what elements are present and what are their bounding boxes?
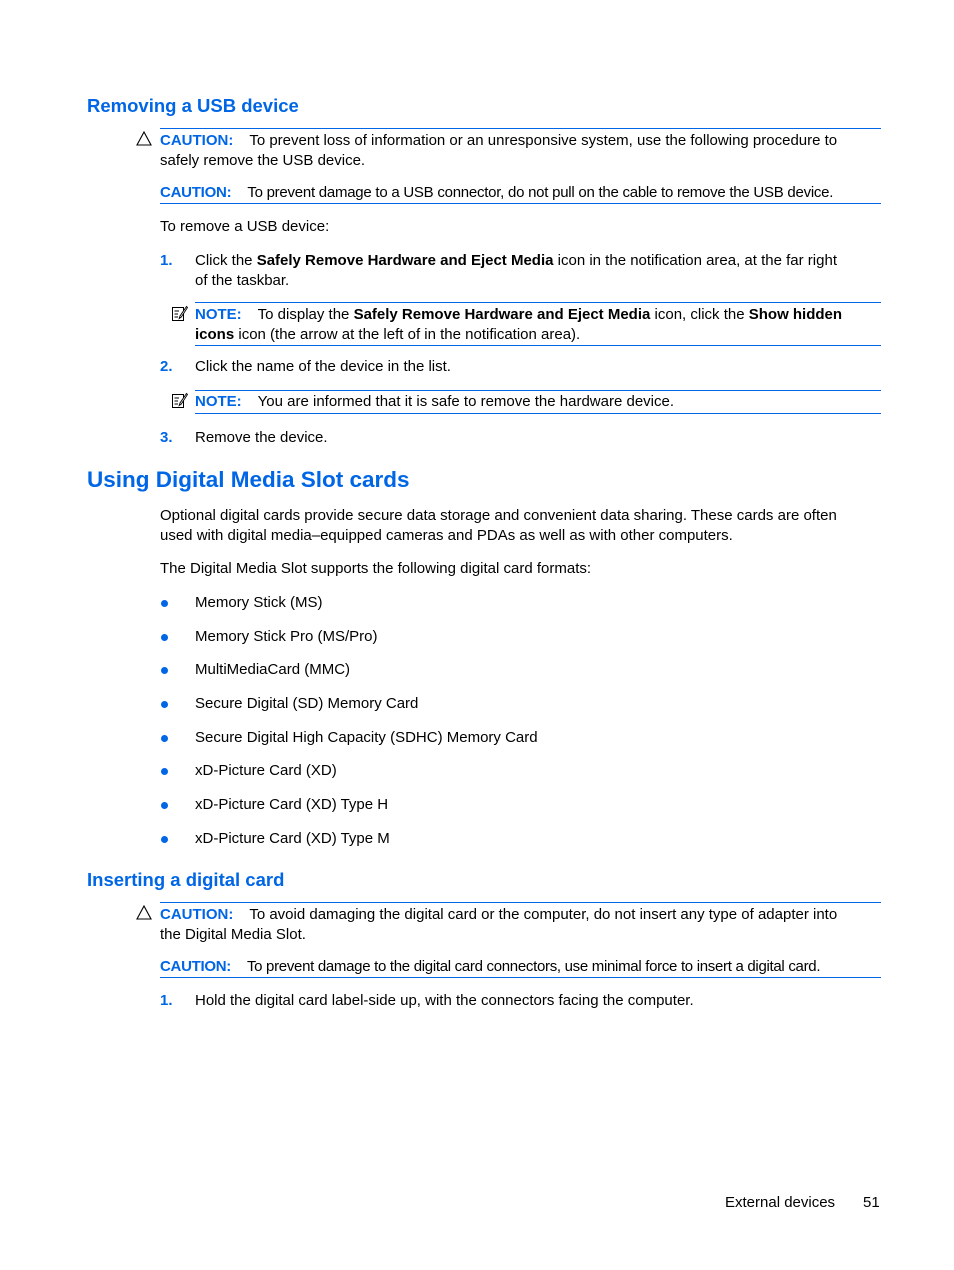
caution-box-card-2 — [160, 957, 881, 978]
paragraph-line: Optional digital cards provide secure data storage and convenient data sharing. These cards are often — [160, 507, 837, 524]
step-number: 1. — [160, 992, 173, 1009]
usb-intro-text: To remove a USB device: — [160, 218, 330, 235]
step-number: 1. — [160, 252, 173, 269]
bullet-icon — [161, 634, 168, 641]
note-text-part: icon (the arrow at the left of in the notification area). — [234, 325, 581, 343]
caution-label: CAUTION: — [160, 184, 232, 201]
list-item: xD-Picture Card (XD) Type H — [195, 796, 389, 813]
digital-media-paragraph-1 — [160, 506, 881, 545]
caution-text: To avoid damaging the digital card or the computer, do not insert any type of adapter into — [249, 906, 838, 923]
note-bold-term: Show hidden — [748, 306, 843, 323]
section-heading-removing-usb: Removing a USB device — [87, 95, 299, 116]
footer-section-name: External devices — [725, 1194, 836, 1211]
list-item: Secure Digital High Capacity (SDHC) Memory Card — [195, 729, 538, 746]
note-label: NOTE: — [195, 306, 242, 323]
step-number: 3. — [160, 429, 173, 446]
insert-step-1-text: Hold the digital card label-side up, with the connectors facing the computer. — [195, 992, 694, 1009]
step-3-text: Remove the device. — [195, 429, 328, 446]
list-item: Secure Digital (SD) Memory Card — [195, 695, 419, 712]
note-bold-term: Safely Remove Hardware and Eject Media — [353, 306, 651, 323]
bullet-icon — [161, 667, 168, 674]
caution-line-2: the Digital Media Slot. — [160, 925, 306, 943]
caution-box-usb-1 — [160, 128, 881, 170]
bullet-icon — [161, 802, 168, 809]
bullet-icon — [161, 735, 168, 742]
list-item: MultiMediaCard (MMC) — [195, 661, 351, 678]
bullet-icon — [161, 600, 168, 607]
warning-triangle-icon — [136, 131, 152, 146]
step-text-part: icon in the notification area, at the far right — [553, 252, 837, 269]
caution-label: CAUTION: — [160, 906, 234, 923]
bullet-icon — [161, 768, 168, 775]
caution-line-2: safely remove the USB device. — [160, 151, 366, 169]
note-box-1 — [195, 302, 881, 346]
note-text-part: icon, click the — [650, 306, 749, 323]
caution-box-card-1 — [160, 902, 881, 944]
list-item: Memory Stick Pro (MS/Pro) — [195, 628, 378, 645]
caution-text: To prevent damage to a USB connector, do not pull on the cable to remove the USB device. — [247, 184, 834, 201]
list-item: Memory Stick (MS) — [195, 594, 323, 611]
caution-label: CAUTION: — [160, 958, 231, 975]
caution-label: CAUTION: — [160, 132, 234, 149]
step-2-text: Click the name of the device in the list. — [195, 358, 451, 375]
caution-text: To prevent damage to the digital card connectors, use minimal force to insert a digital card. — [246, 958, 821, 975]
bullet-icon — [161, 836, 168, 843]
list-item: xD-Picture Card (XD) Type M — [195, 830, 390, 847]
page-number: 51 — [863, 1194, 880, 1211]
caution-text: To prevent loss of information or an unresponsive system, use the following procedure to — [249, 132, 838, 149]
step-1-text — [195, 251, 881, 290]
step-number: 2. — [160, 358, 173, 375]
note-text-part: To display the — [257, 306, 354, 323]
step-text-part: Click the — [195, 252, 257, 269]
list-item: xD-Picture Card (XD) — [195, 762, 337, 779]
note-bold-term: icons — [195, 325, 235, 343]
section-heading-digital-media: Using Digital Media Slot cards — [87, 467, 410, 492]
note-pad-icon — [171, 305, 188, 322]
step-bold-term: Safely Remove Hardware and Eject Media — [256, 252, 554, 269]
step-text-line2: of the taskbar. — [195, 271, 290, 289]
warning-triangle-icon — [136, 905, 152, 920]
section-heading-inserting-card: Inserting a digital card — [87, 869, 285, 890]
digital-media-paragraph-2: The Digital Media Slot supports the following digital card formats: — [160, 560, 592, 577]
bullet-icon — [161, 701, 168, 708]
note-box-2 — [195, 390, 881, 414]
note-text: You are informed that it is safe to remove the hardware device. — [257, 393, 675, 410]
paragraph-line: used with digital media–equipped cameras and PDAs as well as with other computers. — [160, 526, 733, 544]
note-label: NOTE: — [195, 393, 242, 410]
caution-box-usb-2 — [160, 183, 881, 204]
note-pad-icon — [171, 392, 188, 409]
caution-line-1 — [160, 131, 881, 151]
